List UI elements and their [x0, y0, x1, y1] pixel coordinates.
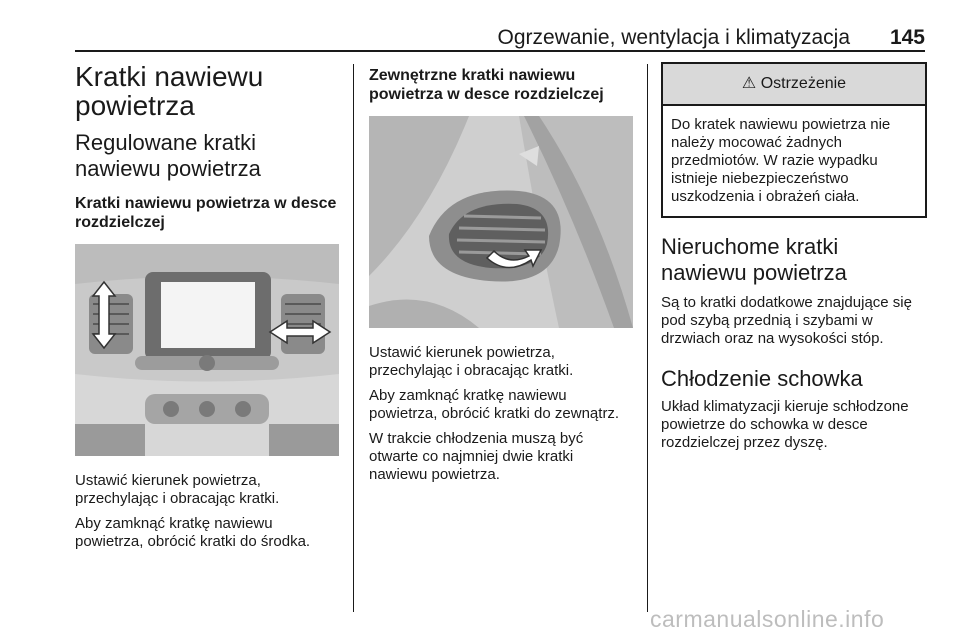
column-1: [75, 62, 343, 558]
paragraph: Są to kratki dodatkowe znajdujące się pod szybą przednią i szybami w drzwiach oraz na wysokości stóp.: [661, 294, 912, 347]
paragraph: Aby zamknąć kratkę nawiewu powietrza, obrócić kratki do zewnątrz.: [369, 387, 620, 422]
header-divider: [75, 50, 925, 52]
minor-heading: Zewnętrzne kratki nawiewu powietrza w desce rozdzielczej: [369, 67, 604, 103]
warning-header: [663, 64, 925, 106]
column-divider: [647, 64, 648, 612]
dashboard-vents-figure: [75, 244, 339, 456]
minor-heading: Kratki nawiewu powietrza w desce rozdzielczej: [75, 195, 337, 231]
column-divider: [353, 64, 354, 612]
column-2: [369, 62, 633, 491]
column-3: [661, 62, 927, 459]
warning-text: Do kratek nawiewu powietrza nie należy mocować żadnych przedmiotów. W razie wypadku istnieje niebezpieczeństwo uszkodzenia i obrażeń ciała.: [671, 116, 891, 205]
subsection-heading: Regulowane kratki nawiewu powietrza: [75, 130, 261, 181]
page-header: [75, 26, 925, 48]
warning-title: Ostrzeżenie: [760, 75, 847, 92]
watermark: carmanualsonline.info: [650, 606, 885, 632]
chapter-title: Ogrzewanie, wentylacja i klimatyzacja: [497, 26, 850, 49]
warning-box: [661, 62, 927, 218]
warning-triangle-icon: ⚠: [741, 75, 757, 92]
paragraph: W trakcie chłodzenia muszą być otwarte co najmniej dwie kratki nawiewu powietrza.: [369, 430, 584, 483]
paragraph: Aby zamknąć kratkę nawiewu powietrza, obrócić kratki do środka.: [75, 515, 311, 550]
paragraph: Ustawić kierunek powietrza, przechylając i obracając kratki.: [369, 344, 574, 379]
outer-vent-figure: [369, 116, 633, 328]
paragraph: Układ klimatyzacji kieruje schłodzone powietrze do schowka w desce rozdzielczej przez dyszę.: [661, 398, 909, 451]
section-heading: Nieruchome kratki nawiewu powietrza: [661, 234, 847, 285]
page-number: 145: [889, 26, 925, 49]
paragraph: Ustawić kierunek powietrza, przechylając i obracając kratki.: [75, 472, 280, 507]
section-heading: Kratki nawiewu powietrza: [75, 61, 264, 121]
section-heading: Chłodzenie schowka: [661, 366, 863, 391]
